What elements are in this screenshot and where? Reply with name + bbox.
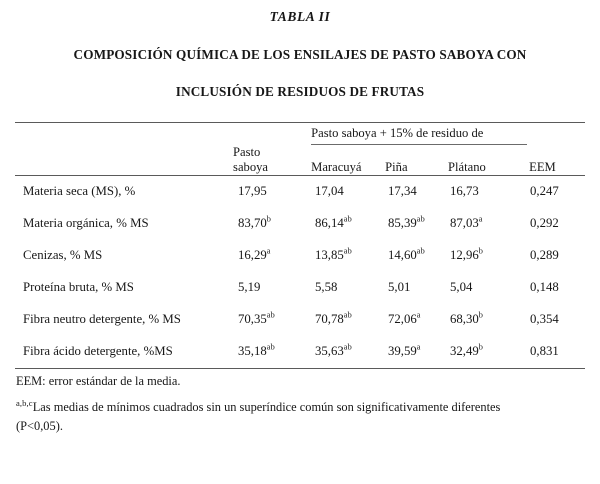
note-eem: EEM: error estándar de la media.	[16, 373, 181, 388]
column-header-pina: Piña	[385, 159, 408, 174]
table-number: TABLA II	[269, 9, 331, 24]
cell-value: 68,30	[450, 312, 479, 327]
cell-value: 12,96	[450, 248, 479, 263]
column-header-pasto-line2: saboya	[233, 159, 269, 174]
cell-value: 83,70	[238, 216, 267, 231]
cell-value: 39,59	[388, 344, 417, 359]
cell-superscript: b	[478, 342, 484, 352]
cell-value: 17,34	[388, 184, 417, 199]
cell-superscript: b	[478, 310, 484, 320]
cell-eem: 0,292	[530, 216, 559, 231]
column-header-pasto-saboya	[233, 145, 311, 175]
cell-value: 17,04	[315, 184, 344, 199]
cell-eem: 0,247	[530, 184, 559, 199]
group-header-spacer-label	[15, 123, 233, 145]
table-row	[15, 272, 585, 304]
cell-eem: 0,354	[530, 312, 559, 327]
cell-maracuya	[315, 304, 388, 336]
cell-platano	[450, 240, 530, 272]
cell-superscript: ab	[266, 310, 275, 320]
cell-value: 70,78	[315, 312, 344, 327]
cell-value: 85,39	[388, 216, 417, 231]
row-label: Fibra neutro detergente, % MS	[23, 312, 181, 327]
table-row	[15, 176, 585, 208]
cell-pina	[388, 176, 450, 208]
cell-pina	[388, 240, 450, 272]
cell-pasto-saboya	[238, 336, 315, 368]
cell-superscript: a	[416, 310, 421, 320]
note-significance-text: Las medias de mínimos cuadrados sin un superíndice común son significativamente diferentes	[32, 399, 501, 414]
cell-superscript: ab	[343, 342, 352, 352]
column-header-row	[15, 145, 585, 175]
table-page	[0, 9, 600, 484]
table-body	[15, 176, 585, 368]
cell-maracuya	[315, 240, 388, 272]
column-header-pasto-line1: Pasto	[233, 145, 261, 159]
group-header-spacer-control	[233, 123, 311, 145]
cell-superscript: a	[266, 246, 271, 256]
cell-value: 5,01	[388, 280, 411, 295]
cell-value: 72,06	[388, 312, 417, 327]
table-row	[15, 336, 585, 368]
column-header-platano: Plátano	[448, 159, 486, 174]
cell-pina	[388, 304, 450, 336]
cell-maracuya	[315, 336, 388, 368]
cell-pina	[388, 208, 450, 240]
row-label: Materia orgánica, % MS	[23, 216, 149, 231]
row-label: Cenizas, % MS	[23, 248, 103, 263]
cell-pasto-saboya	[238, 240, 315, 272]
row-label: Fibra ácido detergente, %MS	[23, 344, 173, 359]
cell-superscript: ab	[416, 214, 425, 224]
cell-value: 16,73	[450, 184, 479, 199]
column-header-maracuya: Maracuyá	[311, 159, 362, 174]
note-significance-tail: (P<0,05).	[16, 418, 63, 433]
cell-superscript: ab	[416, 246, 425, 256]
group-header-cell	[311, 123, 529, 145]
cell-value: 5,58	[315, 280, 338, 295]
table-row	[15, 208, 585, 240]
row-label: Materia seca (MS), %	[23, 184, 136, 199]
cell-value: 70,35	[238, 312, 267, 327]
cell-pina	[388, 272, 450, 304]
note-significance	[15, 398, 585, 417]
cell-superscript: b	[266, 214, 272, 224]
cell-platano	[450, 304, 530, 336]
cell-value: 32,49	[450, 344, 479, 359]
cell-value: 87,03	[450, 216, 479, 231]
cell-maracuya	[315, 176, 388, 208]
cell-superscript: ab	[343, 214, 352, 224]
column-header-rowlabel	[15, 145, 233, 175]
table-notes	[15, 374, 585, 436]
cell-value: 5,04	[450, 280, 473, 295]
table-row	[15, 240, 585, 272]
cell-value: 5,19	[238, 280, 261, 295]
table-row	[15, 304, 585, 336]
column-header-eem: EEM	[529, 159, 556, 174]
cell-eem: 0,148	[530, 280, 559, 295]
cell-value: 86,14	[315, 216, 344, 231]
cell-eem: 0,831	[530, 344, 559, 359]
group-header-label: Pasto saboya + 15% de residuo de	[311, 126, 484, 140]
cell-platano	[450, 336, 530, 368]
composition-table	[15, 123, 585, 175]
cell-pina	[388, 336, 450, 368]
cell-pasto-saboya	[238, 304, 315, 336]
cell-value: 13,85	[315, 248, 344, 263]
cell-superscript: ab	[343, 310, 352, 320]
cell-value: 14,60	[388, 248, 417, 263]
cell-value: 35,63	[315, 344, 344, 359]
cell-maracuya	[315, 272, 388, 304]
cell-eem: 0,289	[530, 248, 559, 263]
composition-table-body	[15, 176, 585, 368]
cell-platano	[450, 272, 530, 304]
table-head	[15, 123, 585, 175]
cell-superscript: b	[478, 246, 484, 256]
table-bottom-rule	[15, 368, 585, 369]
cell-pasto-saboya	[238, 208, 315, 240]
cell-value: 35,18	[238, 344, 267, 359]
cell-maracuya	[315, 208, 388, 240]
data-table-container	[15, 122, 585, 369]
cell-pasto-saboya	[238, 176, 315, 208]
note-superscript-marker: a,b,c	[16, 397, 33, 408]
cell-superscript: ab	[343, 246, 352, 256]
cell-platano	[450, 208, 530, 240]
cell-platano	[450, 176, 530, 208]
cell-value: 17,95	[238, 184, 267, 199]
cell-pasto-saboya	[238, 272, 315, 304]
group-header-spacer-eem	[529, 123, 585, 145]
group-header-row	[15, 123, 585, 145]
table-title-line-2: INCLUSIÓN DE RESIDUOS DE FRUTAS	[175, 83, 425, 99]
cell-value: 16,29	[238, 248, 267, 263]
cell-superscript: ab	[266, 342, 275, 352]
cell-superscript: a	[478, 214, 483, 224]
cell-superscript: a	[416, 342, 421, 352]
table-title-line-1: COMPOSICIÓN QUÍMICA DE LOS ENSILAJES DE PASTO SABOYA CON	[73, 47, 527, 62]
row-label: Proteína bruta, % MS	[23, 280, 134, 295]
